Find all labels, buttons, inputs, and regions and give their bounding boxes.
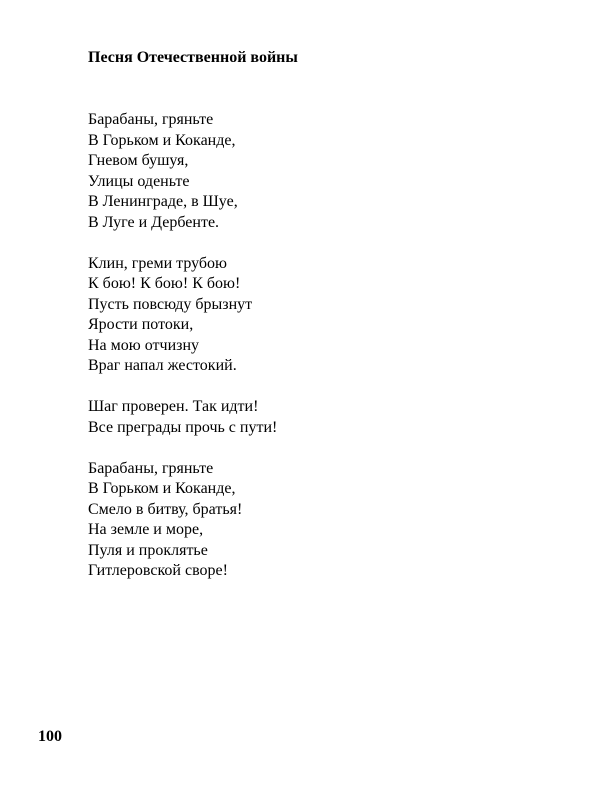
poem-line: На мою отчизну: [88, 336, 200, 354]
poem-line: Пусть повсюду брызнут: [88, 295, 253, 313]
poem-line: Гитлеровской своре!: [88, 562, 228, 579]
poem-line: Барабаны, гряньте: [88, 459, 214, 477]
stanza-2: [88, 254, 277, 377]
page-number: 100: [38, 728, 62, 745]
poem-line: Враг напал жестокий.: [88, 357, 237, 374]
poem-title: Песня Отечественной войны: [88, 49, 298, 66]
poem-line: В Горьком и Коканде,: [88, 480, 236, 497]
stanza-4: [88, 459, 277, 582]
poem-line: На земле и море,: [88, 521, 204, 538]
poem-line: Пуля и проклятье: [88, 541, 208, 559]
poem-line: Ярости потоки,: [88, 316, 194, 333]
poem-line: Клин, греми трубою: [88, 254, 227, 272]
poem-line: Барабаны, гряньте: [88, 111, 214, 128]
poem-body: [88, 110, 277, 602]
poem-line: К бою! К бою! К бою!: [88, 275, 241, 292]
poem-line: Гневом бушуя,: [88, 152, 189, 169]
poem-line: Смело в битву, братья!: [88, 500, 243, 518]
poem-line: В Луге и Дербенте.: [88, 213, 220, 231]
poem-line: В Ленинграде, в Шуе,: [88, 193, 238, 210]
stanza-3: [88, 397, 277, 438]
stanza-1: [88, 110, 277, 233]
poem-line: Улицы оденьте: [88, 172, 190, 190]
poem-line: Шаг проверен. Так идти!: [88, 398, 259, 415]
poem-line: В Горьком и Коканде,: [88, 131, 236, 149]
poem-line: Все преграды прочь с пути!: [88, 418, 278, 436]
